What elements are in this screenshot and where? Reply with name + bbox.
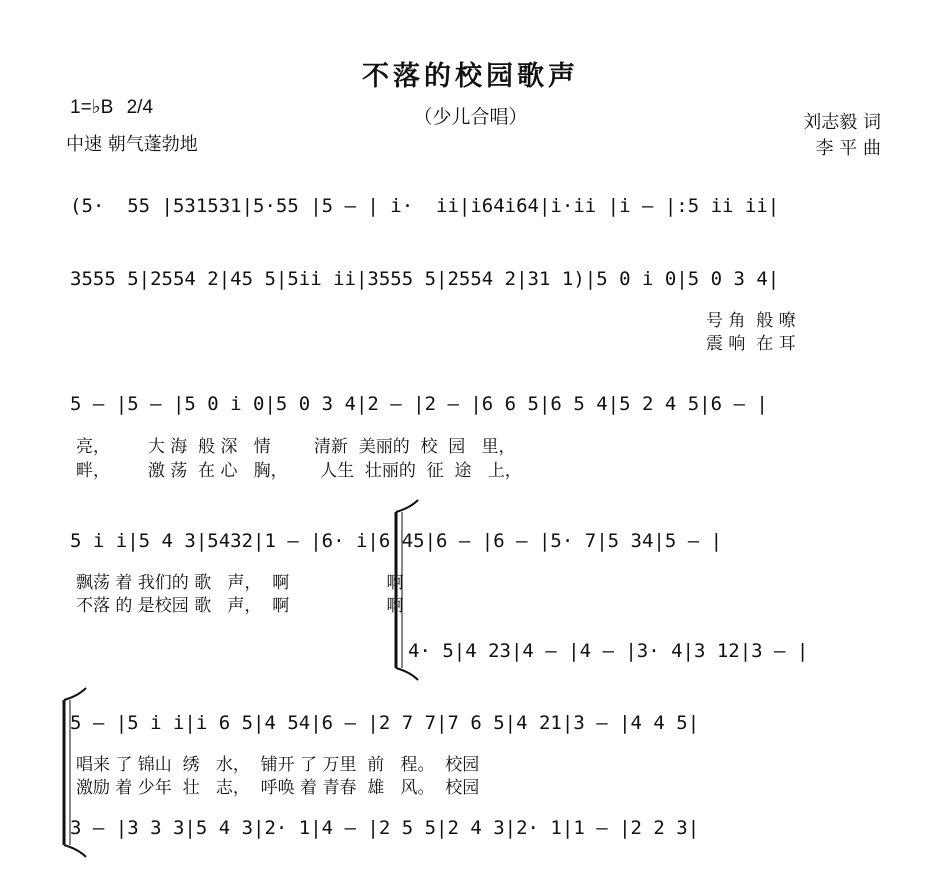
score-row-3: 5 – |5 – |5 0 i 0|5 0 3 4|2 – |2 – |6 6 5|6 5 4|5 2 4 5|6 – | bbox=[70, 393, 768, 415]
score-row-1: (5· 55 |531531|5·55 |5 – | i· ii|i64i64|i·ii |i – |:5 ii ii| bbox=[70, 195, 780, 217]
score-row-4-upper: 5 i i|5 4 3|5432|1 – |6· i|6 45|6 – |6 – |5· 7|5 34|5 – | bbox=[70, 530, 723, 552]
lyrics-row-4-verse-1: 飘荡 着 我们的 歌 声， 啊 啊 bbox=[76, 573, 404, 593]
song-title: 不落的校园歌声 bbox=[362, 61, 579, 92]
lyrics-row-2-verse-2: 震 响 在 耳 bbox=[706, 334, 796, 354]
lyrics-row-4-verse-2: 不落 的 是校园 歌 声， 啊 啊 bbox=[76, 596, 404, 616]
time-signature: 2/4 bbox=[126, 97, 154, 118]
lyrics-row-5-verse-2: 激励 着 少年 壮 志， 呼唤 着 青春 雄 风。 校园 bbox=[76, 778, 480, 798]
score-row-5-lower: 3 – |3 3 3|5 4 3|2· 1|4 – |2 5 5|2 4 3|2· 1|1 – |2 2 3| bbox=[70, 817, 700, 839]
score-row-4-lower: 4· 5|4 23|4 – |4 – |3· 4|3 12|3 – | bbox=[408, 640, 809, 662]
lyrics-row-5-verse-1: 唱来 了 锦山 绣 水， 铺开 了 万里 前 程。 校园 bbox=[76, 755, 480, 775]
lyrics-row-3-verse-2: 畔， 激 荡 在 心 胸， 人生 壮丽的 征 途 上， bbox=[76, 461, 522, 481]
lyricist-credit: 刘志毅 词 bbox=[803, 112, 881, 133]
tempo-marking: 中速 朝气蓬勃地 bbox=[66, 134, 198, 155]
key-label: 1=♭B bbox=[70, 97, 114, 118]
song-subtitle: （少儿合唱） bbox=[413, 106, 528, 128]
lyrics-row-2-verse-1: 号 角 般 嘹 bbox=[706, 311, 796, 331]
composer-credit: 李 平 曲 bbox=[815, 138, 881, 159]
score-row-2: 3555 5|2554 2|45 5|5ii ii|3555 5|2554 2|31 1)|5 0 i 0|5 0 3 4| bbox=[70, 268, 780, 290]
lyrics-row-3-verse-1: 亮， 大 海 般 深 情 清新 美丽的 校 园 里， bbox=[76, 437, 516, 457]
score-row-5-upper: 5 – |5 i i|i 6 5|4 54|6 – |2 7 7|7 6 5|4 21|3 – |4 4 5| bbox=[70, 712, 700, 734]
